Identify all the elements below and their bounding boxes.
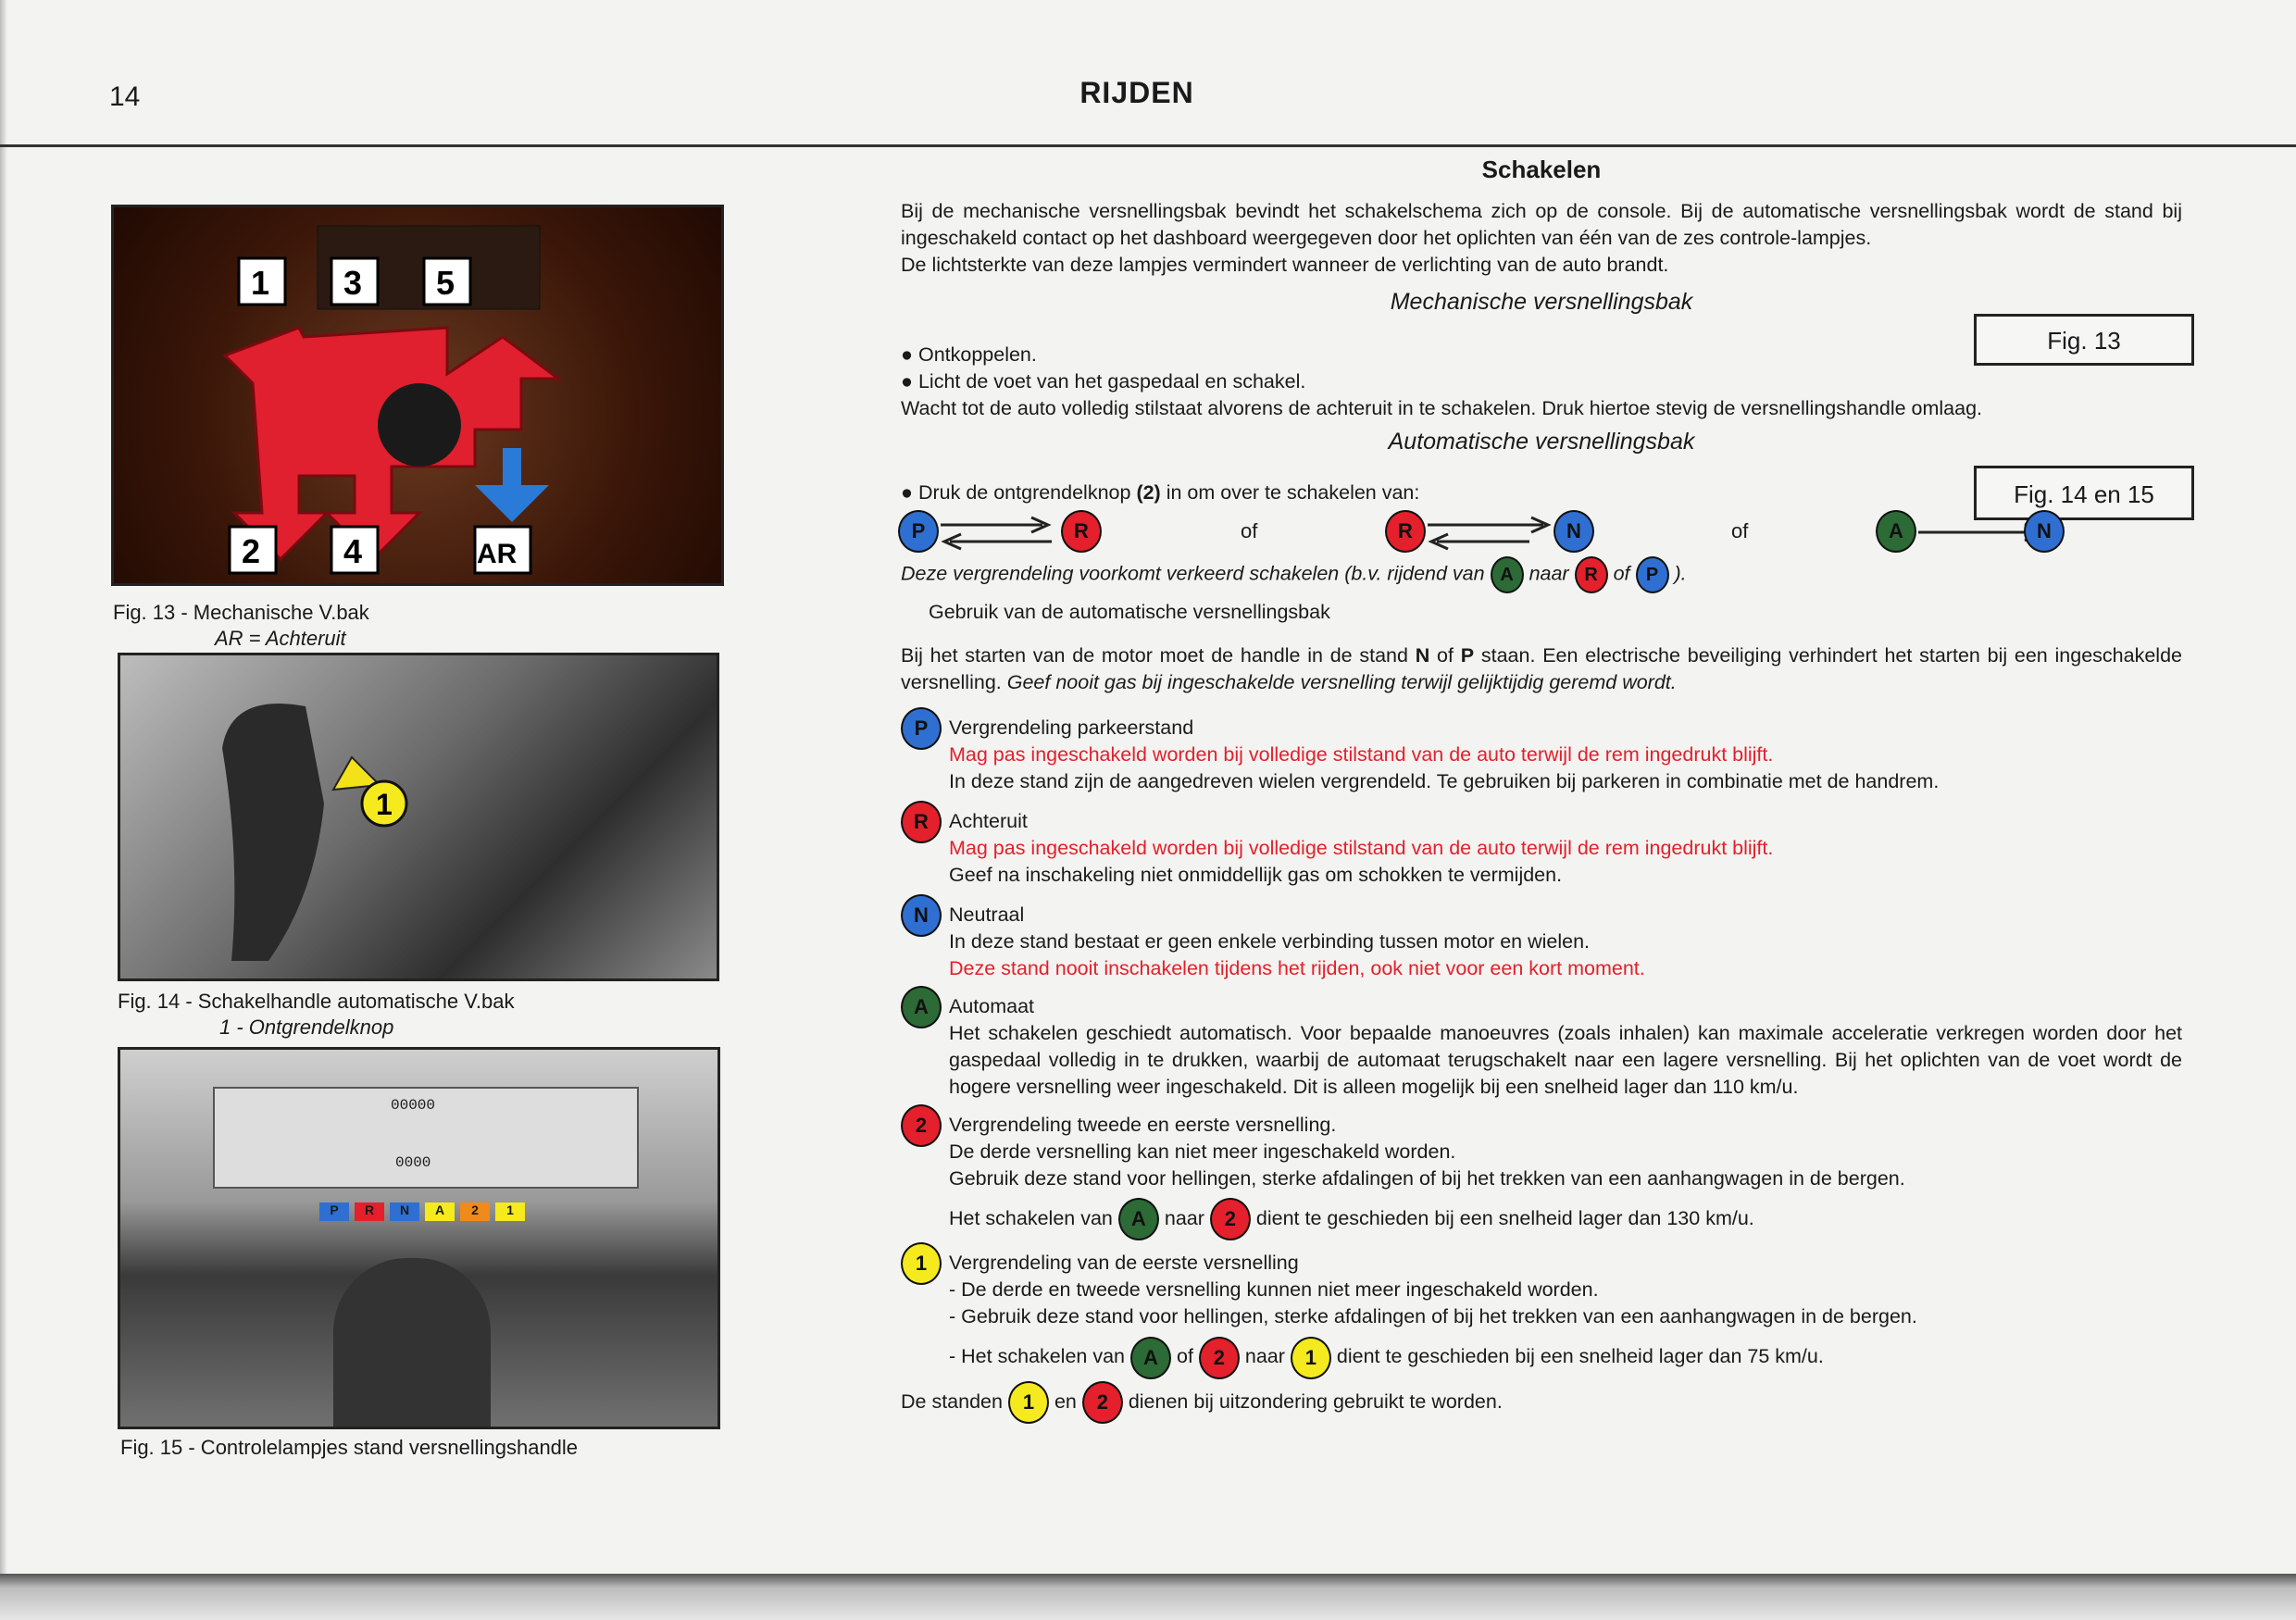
mech-bullet-1: ● Ontkoppelen. [901,343,1037,366]
intro-paragraph: Bij de mechanische versnellingsbak bevindt het schakelschema zich op de console. Bij de automatische versnellingsbak wordt de stand bij ingeschakeld contact op het dashboard weergegeven door het oplichten van één van de zes controle-lampjes. [901,200,2182,249]
lamp-n: N [390,1203,419,1221]
item-text: De derde versnelling kan niet meer ingeschakeld worden. [949,1140,1456,1163]
text: of [1429,644,1461,667]
text-bold: N [1415,644,1430,667]
text: Deze vergrendeling voorkomt verkeerd schakelen (b.v. rijdend van [901,562,1485,585]
item-warning: Mag pas ingeschakeld worden bij volledige stilstand van de auto terwijl de rem ingedrukt blijft. [949,743,1774,766]
text: Bij het starten van de motor moet de handle in de stand [901,644,1416,667]
or-text: of [1731,519,1749,542]
badge-1: 1 [901,1242,942,1285]
item-text: In deze stand bestaat er geen enkele verbinding tussen motor en wielen. [949,930,1591,953]
badge-p: P [901,707,942,750]
bullet-text: Ontkoppelen. [917,343,1037,366]
gear-lamps [319,1203,525,1221]
text: Het schakelen van [949,1207,1113,1229]
item-title: Vergrendeling van de eerste versnelling [949,1252,1299,1275]
text: ). [1674,562,1687,585]
or-text: of [1241,519,1258,542]
text: - Het schakelen van [949,1345,1126,1368]
text: en [1054,1389,1077,1413]
gear-ar-label: AR [477,539,518,569]
badge-p: P [898,510,939,553]
text: naar [1164,1207,1204,1229]
item-title: Neutraal [949,903,1025,926]
text: naar [1529,562,1569,585]
gear-3-label: 3 [343,264,363,302]
auto-bullet: ● Druk de ontgrendelknop (2) in om over te schakelen van: [901,481,1420,504]
badge-2: 2 [1210,1198,1251,1240]
badge-a: A [1491,556,1524,593]
badge-n: N [901,894,942,937]
badge-1: 1 [1291,1337,1331,1379]
fig15-caption: Fig. 15 - Controlelampjes stand versnellingshandle [120,1436,579,1459]
fig13-caption [113,600,369,652]
lamp-1: 1 [495,1203,525,1221]
text-bold: (2) [1136,481,1161,504]
text: dienen bij uitzondering gebruikt te worden. [1128,1389,1503,1413]
unlock-button-badge: 1 [376,788,393,821]
lamp-p: P [319,1203,349,1221]
text: dient te geschieden bij een snelheid lager dan 75 km/u. [1336,1345,1824,1368]
gear-shift-pattern [114,207,724,586]
item-park [901,715,2182,795]
text: of [1613,562,1630,585]
item-text: - Gebruik deze stand voor hellingen, sterke afdalingen of bij het trekken van een aanhangwagen in de bergen. [949,1305,1917,1328]
intro-paragraph-2: De lichtsterkte van deze lampjes vermindert wanneer de verlichting van de auto brandt. [901,254,1669,276]
header-divider [0,144,2296,147]
badge-r: R [1575,556,1608,593]
item-shift-rule [901,1334,2182,1378]
gear-1-label: 1 [251,264,270,302]
fig13-photo [111,205,724,586]
fig13-ref: Fig. 13 [1974,314,2194,366]
usage-heading: Gebruik van de automatische versnellingsbak [929,601,1330,623]
fig14-photo [118,653,719,981]
text: in om over te schakelen van: [1160,481,1420,504]
badge-a: A [1118,1198,1159,1240]
text: naar [1244,1345,1285,1368]
badge-p: P [1636,556,1669,593]
gear-2-label: 2 [242,532,261,570]
badge-r: R [901,801,942,843]
shift-diagram [898,510,2182,556]
section-title: Schakelen [1481,156,1602,183]
lock-note [901,556,2182,593]
item-neutral [901,902,2182,982]
badge-n: N [1554,510,1594,553]
item-title: Vergrendeling tweede en eerste versnelling. [949,1114,1337,1136]
gear-4-label: 4 [343,532,363,570]
mech-bullet-2: ● Licht de voet van het gaspedaal en schakel. [901,370,1306,393]
badge-2: 2 [901,1104,942,1147]
text: Druk de ontgrendelknop [917,481,1137,504]
item-title: Automaat [949,995,1035,1017]
two-way-arrow-icon [941,514,1061,551]
instrument-cluster [213,1087,639,1189]
caption-text: Fig. 14 - Schakelhandle automatische V.bak [118,990,515,1013]
warning-italic: Geef nooit gas bij ingeschakelde versnelling terwijl gelijktijdig geremd wordt. [1006,671,1677,693]
item-text: Gebruik deze stand voor hellingen, sterke afdalingen of bij het trekken van een aanhangwagen in de bergen. [949,1167,1905,1190]
badge-2: 2 [1082,1381,1123,1424]
text: staan. Een electrische beveiliging verhindert het starten bij een ingeschakelde versnelling. [901,644,2182,693]
page-edge [0,0,7,1574]
item-warning: Deze stand nooit inschakelen tijdens het rijden, ook niet voor een kort moment. [949,957,1645,979]
start-paragraph [901,642,2182,696]
final-note [901,1379,2182,1424]
badge-a: A [901,986,942,1028]
page-bottom-edge [0,1574,2296,1620]
lamp-r: R [355,1203,384,1221]
text: dient te geschieden bij een snelheid lager dan 130 km/u. [1255,1207,1754,1229]
lamp-a: A [425,1203,455,1221]
item-text: - De derde en tweede versnelling kunnen niet meer ingeschakeld worden. [949,1278,1599,1302]
badge-r: R [1385,510,1426,553]
text: of [1176,1345,1193,1368]
item-reverse [901,808,2182,889]
badge-a: A [1130,1337,1171,1379]
lamp-2: 2 [460,1203,490,1221]
badge-2: 2 [1199,1337,1240,1379]
caption-sub: 1 - Ontgrendelknop [219,1016,394,1039]
badge-r: R [1061,510,1102,553]
fig14-15-ref: Fig. 14 en 15 [1974,466,2194,520]
selector-lever [120,655,719,981]
page-number: 14 [109,81,141,112]
mech-heading: Mechanische versnellingsbak [1390,289,1693,315]
auto-heading: Automatische versnellingsbak [1388,429,1695,455]
badge-1: 1 [1008,1381,1049,1424]
two-way-arrow-icon [1428,514,1557,551]
main-text-column [901,154,2182,1424]
badge-a: A [1876,510,1916,553]
fig14-caption [118,989,514,1041]
gear-5-label: 5 [436,264,455,302]
badge-n: N [2024,510,2065,553]
item-title: Achteruit [949,810,1028,832]
item-first [901,1250,2182,1378]
item-title: Vergrendeling parkeerstand [949,717,1194,739]
item-text: In deze stand zijn de aangedreven wielen vergrendeld. Te gebruiken bij parkeren in combinatie met de handrem. [949,770,1940,792]
item-text: Het schakelen geschiedt automatisch. Voor bepaalde manoeuvres (zoals inhalen) kan maximale acceleratie verkregen worden door het gaspedaal volledig in te drukken, waarbij de automaat terugschakelt naar een lagere versnelling. Bij het oplichten van de voet wordt de hogere versnelling weer ingeschakeld. Dit is alleen mogelijk bij een snelheid lager dan 110 km/u. [949,1022,2182,1098]
mech-text: Wacht tot de auto volledig stilstaat alvorens de achteruit in te schakelen. Druk hiertoe stevig de versnellingshandle omlaag. [901,397,1983,419]
odometer: 00000 [391,1097,436,1114]
item-second [901,1112,2182,1240]
text: De standen [901,1389,1003,1413]
chapter-title: RIJDEN [1079,76,1194,109]
trip-counter: 0000 [395,1154,431,1171]
item-automatic [901,993,2182,1101]
gear-lever [333,1258,491,1429]
item-warning: Mag pas ingeschakeld worden bij volledige stilstand van de auto terwijl de rem ingedrukt blijft. [949,837,1774,859]
item-shift-rule [901,1196,2182,1240]
bullet-text: Licht de voet van het gaspedaal en schakel. [917,370,1306,393]
text-bold: P [1460,644,1475,667]
caption-sub: AR = Achteruit [215,627,346,650]
fig15-photo [118,1047,720,1429]
item-text: Geef na inschakeling niet onmiddellijk gas om schokken te vermijden. [949,864,1563,886]
caption-text: Fig. 13 - Mechanische V.bak [113,601,369,624]
